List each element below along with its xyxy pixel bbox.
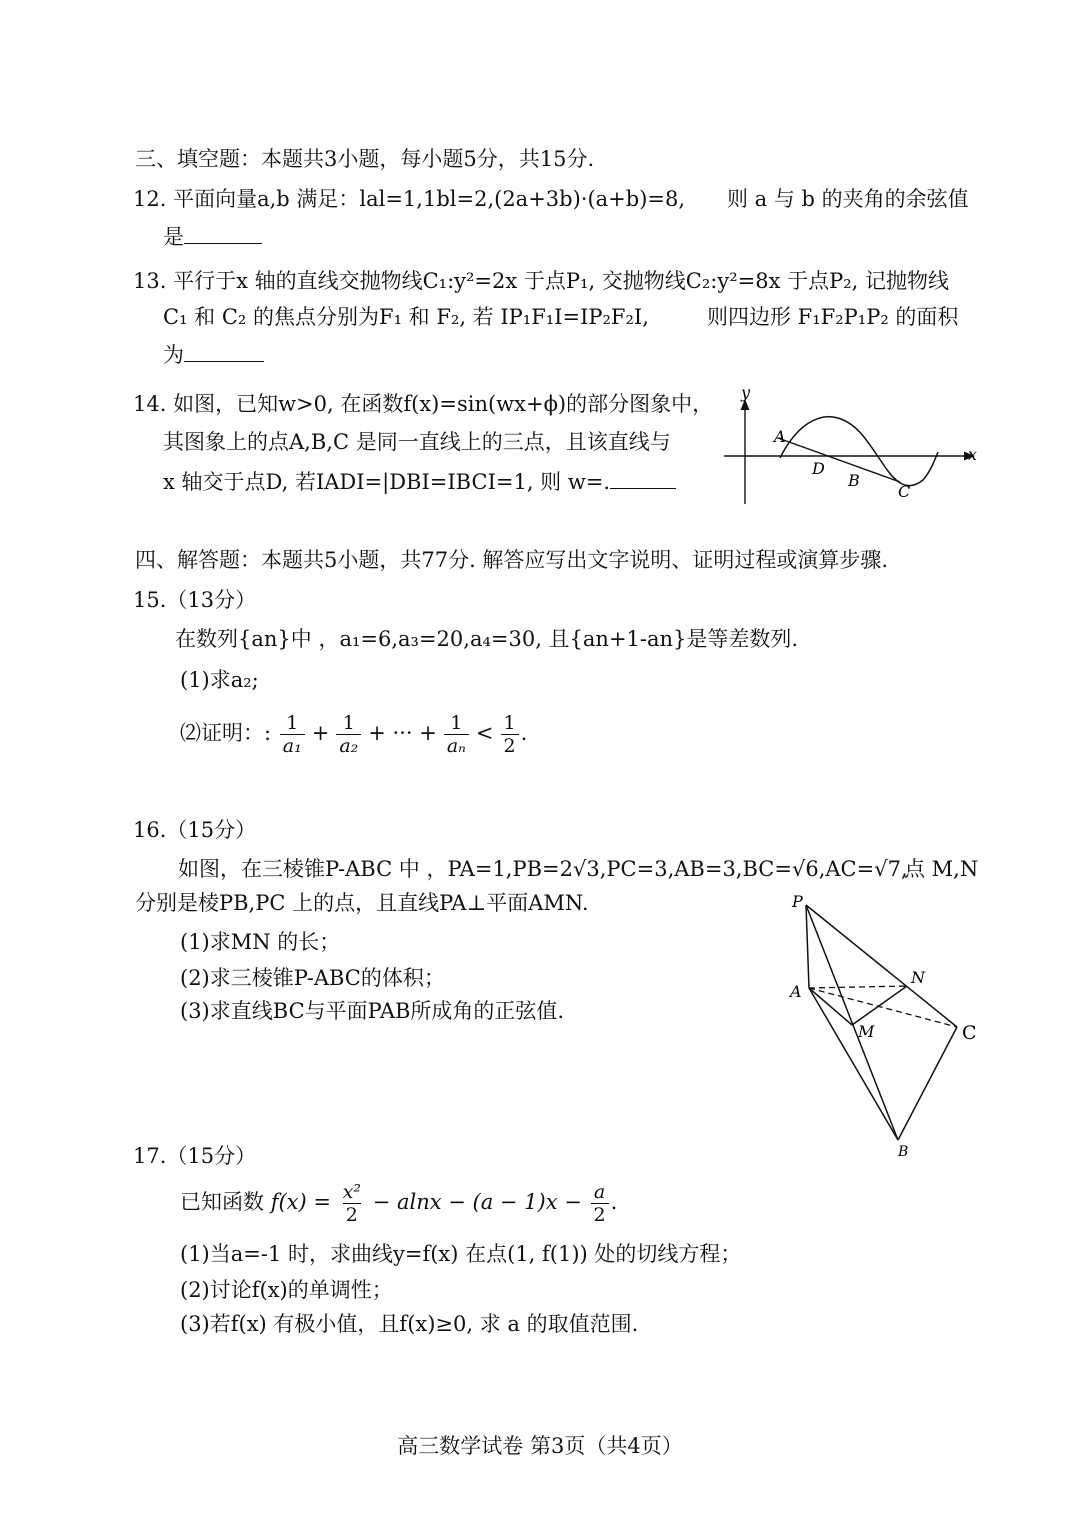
q17-mid-expr: − alnx − (a − 1)x − xyxy=(372,1190,582,1214)
q15-frac-half: $\frac{1}{2}$ xyxy=(501,712,519,757)
q16-label-m: M xyxy=(858,1022,875,1041)
q14-line-abc xyxy=(778,438,900,482)
q14-label-c: C xyxy=(898,482,911,501)
q17-part1: (1)当a=-1 时，求曲线y=f(x) 在点(1, f(1)) 处的切线方程； xyxy=(180,1242,742,1266)
q17-frac-x2: $\frac{\text{x²}}{2}$ xyxy=(342,1181,361,1226)
q16-edge-mn xyxy=(852,986,907,1025)
q16-edge-an-dashed xyxy=(809,986,907,988)
section-3-heading: 三、填空题：本题共3小题，每小题5分，共15分. xyxy=(135,147,595,171)
q15-plus: + xyxy=(311,721,330,745)
q16-edge-pb xyxy=(806,905,898,1140)
q15-frac-1: $\frac{1}{\text{a₁}}$ xyxy=(280,712,305,757)
q16-part3: (3)求直线BC与平面PAB所成角的正弦值. xyxy=(180,999,565,1023)
q15-part2 xyxy=(180,707,527,763)
q16-line1-left: 如图，在三棱锥P-ABC 中 ，PA=1,PB=2√3,PC=3,AB=3,BC=√6,AC=√7, xyxy=(178,857,908,881)
q17-fx: f(x) = xyxy=(270,1190,331,1214)
q15-frac-2: $\frac{1}{\text{a₂}}$ xyxy=(336,712,361,757)
q13-line1: 13. 平行于x 轴的直线交抛物线C₁:y²=2x 于点P₁, 交抛物线C₂:y²=8x 于点P₂, 记抛物线 xyxy=(133,269,950,293)
q16-part1: (1)求MN 的长； xyxy=(180,930,341,954)
q12-line1-left: 12. 平面向量a,b 满足：lal=1,1bl=2,(2a+3b)·(a+b)=8, xyxy=(133,187,686,211)
q12-line1-right: 则 a 与 b 的夹角的余弦值 xyxy=(727,187,969,211)
q15-part2-prefix: ⑵证明：: xyxy=(180,721,272,745)
q13-line2-left: C₁ 和 C₂ 的焦点分别为F₁ 和 F₂, 若 IP₁F₁I=IP₂F₂I, xyxy=(163,305,649,329)
q17-stem-dot: . xyxy=(610,1190,618,1214)
q16-label-c: C xyxy=(962,1022,977,1044)
q17-stem xyxy=(180,1176,617,1232)
q14-label-b: B xyxy=(848,471,860,490)
q13-answer-blank[interactable] xyxy=(184,339,264,362)
q13-line2-right: 则四边形 F₁F₂P₁P₂ 的面积 xyxy=(707,305,959,329)
q14-label-y: y xyxy=(741,383,751,402)
page-footer: 高三数学试卷 第3页（共4页） xyxy=(397,1434,683,1458)
q12-answer-blank[interactable] xyxy=(184,221,262,244)
q12-line2 xyxy=(163,221,262,251)
q16-label-p: P xyxy=(792,892,803,911)
q12-line2-text: 是 xyxy=(163,225,184,249)
q16-edge-pc xyxy=(806,905,957,1027)
q15-frac-n: $\frac{1}{\text{aₙ}}$ xyxy=(444,712,469,757)
q13-line3 xyxy=(163,339,264,369)
section-4-heading: 四、解答题：本题共5小题，共77分. 解答应写出文字说明、证明过程或演算步骤. xyxy=(135,548,889,572)
q14-label-x: x xyxy=(968,445,978,464)
q13-line3-text: 为 xyxy=(163,343,184,367)
q14-label-a: A xyxy=(774,427,786,446)
q17-part2: (2)讨论f(x)的单调性； xyxy=(180,1278,393,1302)
q16-edge-ab xyxy=(809,988,898,1140)
q16-pyramid-figure xyxy=(780,885,1010,1165)
q17-header: 17.（15分） xyxy=(133,1144,257,1168)
q14-answer-blank[interactable] xyxy=(610,466,676,489)
q16-line1-right: 点 M,N xyxy=(904,857,979,881)
q17-part3: (3)若f(x) 有极小值，且f(x)≥0, 求 a 的取值范围. xyxy=(180,1312,639,1336)
q16-edge-bc xyxy=(898,1027,957,1140)
q16-label-a: A xyxy=(790,982,802,1001)
q15-dots: + ··· + xyxy=(368,721,437,745)
q14-line3-text: x 轴交于点D, 若IADI=|DBI=IBCI=1, 则 w=. xyxy=(163,470,611,494)
q17-stem-prefix: 已知函数 xyxy=(180,1190,264,1214)
q16-edge-pa xyxy=(806,905,809,988)
q16-label-b: B xyxy=(898,1144,909,1160)
q17-frac-a: $\frac{a}{2}$ xyxy=(591,1181,609,1226)
q14-line1: 14. 如图，已知w>0, 在函数f(x)=sin(wx+ϕ)的部分图象中， xyxy=(133,392,714,416)
q16-part2: (2)求三棱锥P-ABC的体积； xyxy=(180,966,445,990)
q15-header: 15.（13分） xyxy=(133,588,257,612)
q14-sine-figure xyxy=(718,382,988,510)
q15-ineq-dot: . xyxy=(520,721,528,745)
q15-part1: (1)求a₂; xyxy=(180,668,259,692)
q14-label-d: D xyxy=(812,459,825,478)
q15-lt: < xyxy=(475,721,494,745)
q14-line3 xyxy=(163,466,676,496)
q16-line2: 分别是棱PB,PC 上的点，且直线PA⊥平面AMN. xyxy=(135,891,589,915)
q16-header: 16.（15分） xyxy=(133,818,257,842)
q14-line2: 其图象上的点A,B,C 是同一直线上的三点，且该直线与 xyxy=(163,430,671,454)
q15-stem: 在数列{an}中 ，a₁=6,a₃=20,a₄=30, 且{an+1-an}是等差数列. xyxy=(175,627,799,651)
q16-label-n: N xyxy=(911,968,925,987)
